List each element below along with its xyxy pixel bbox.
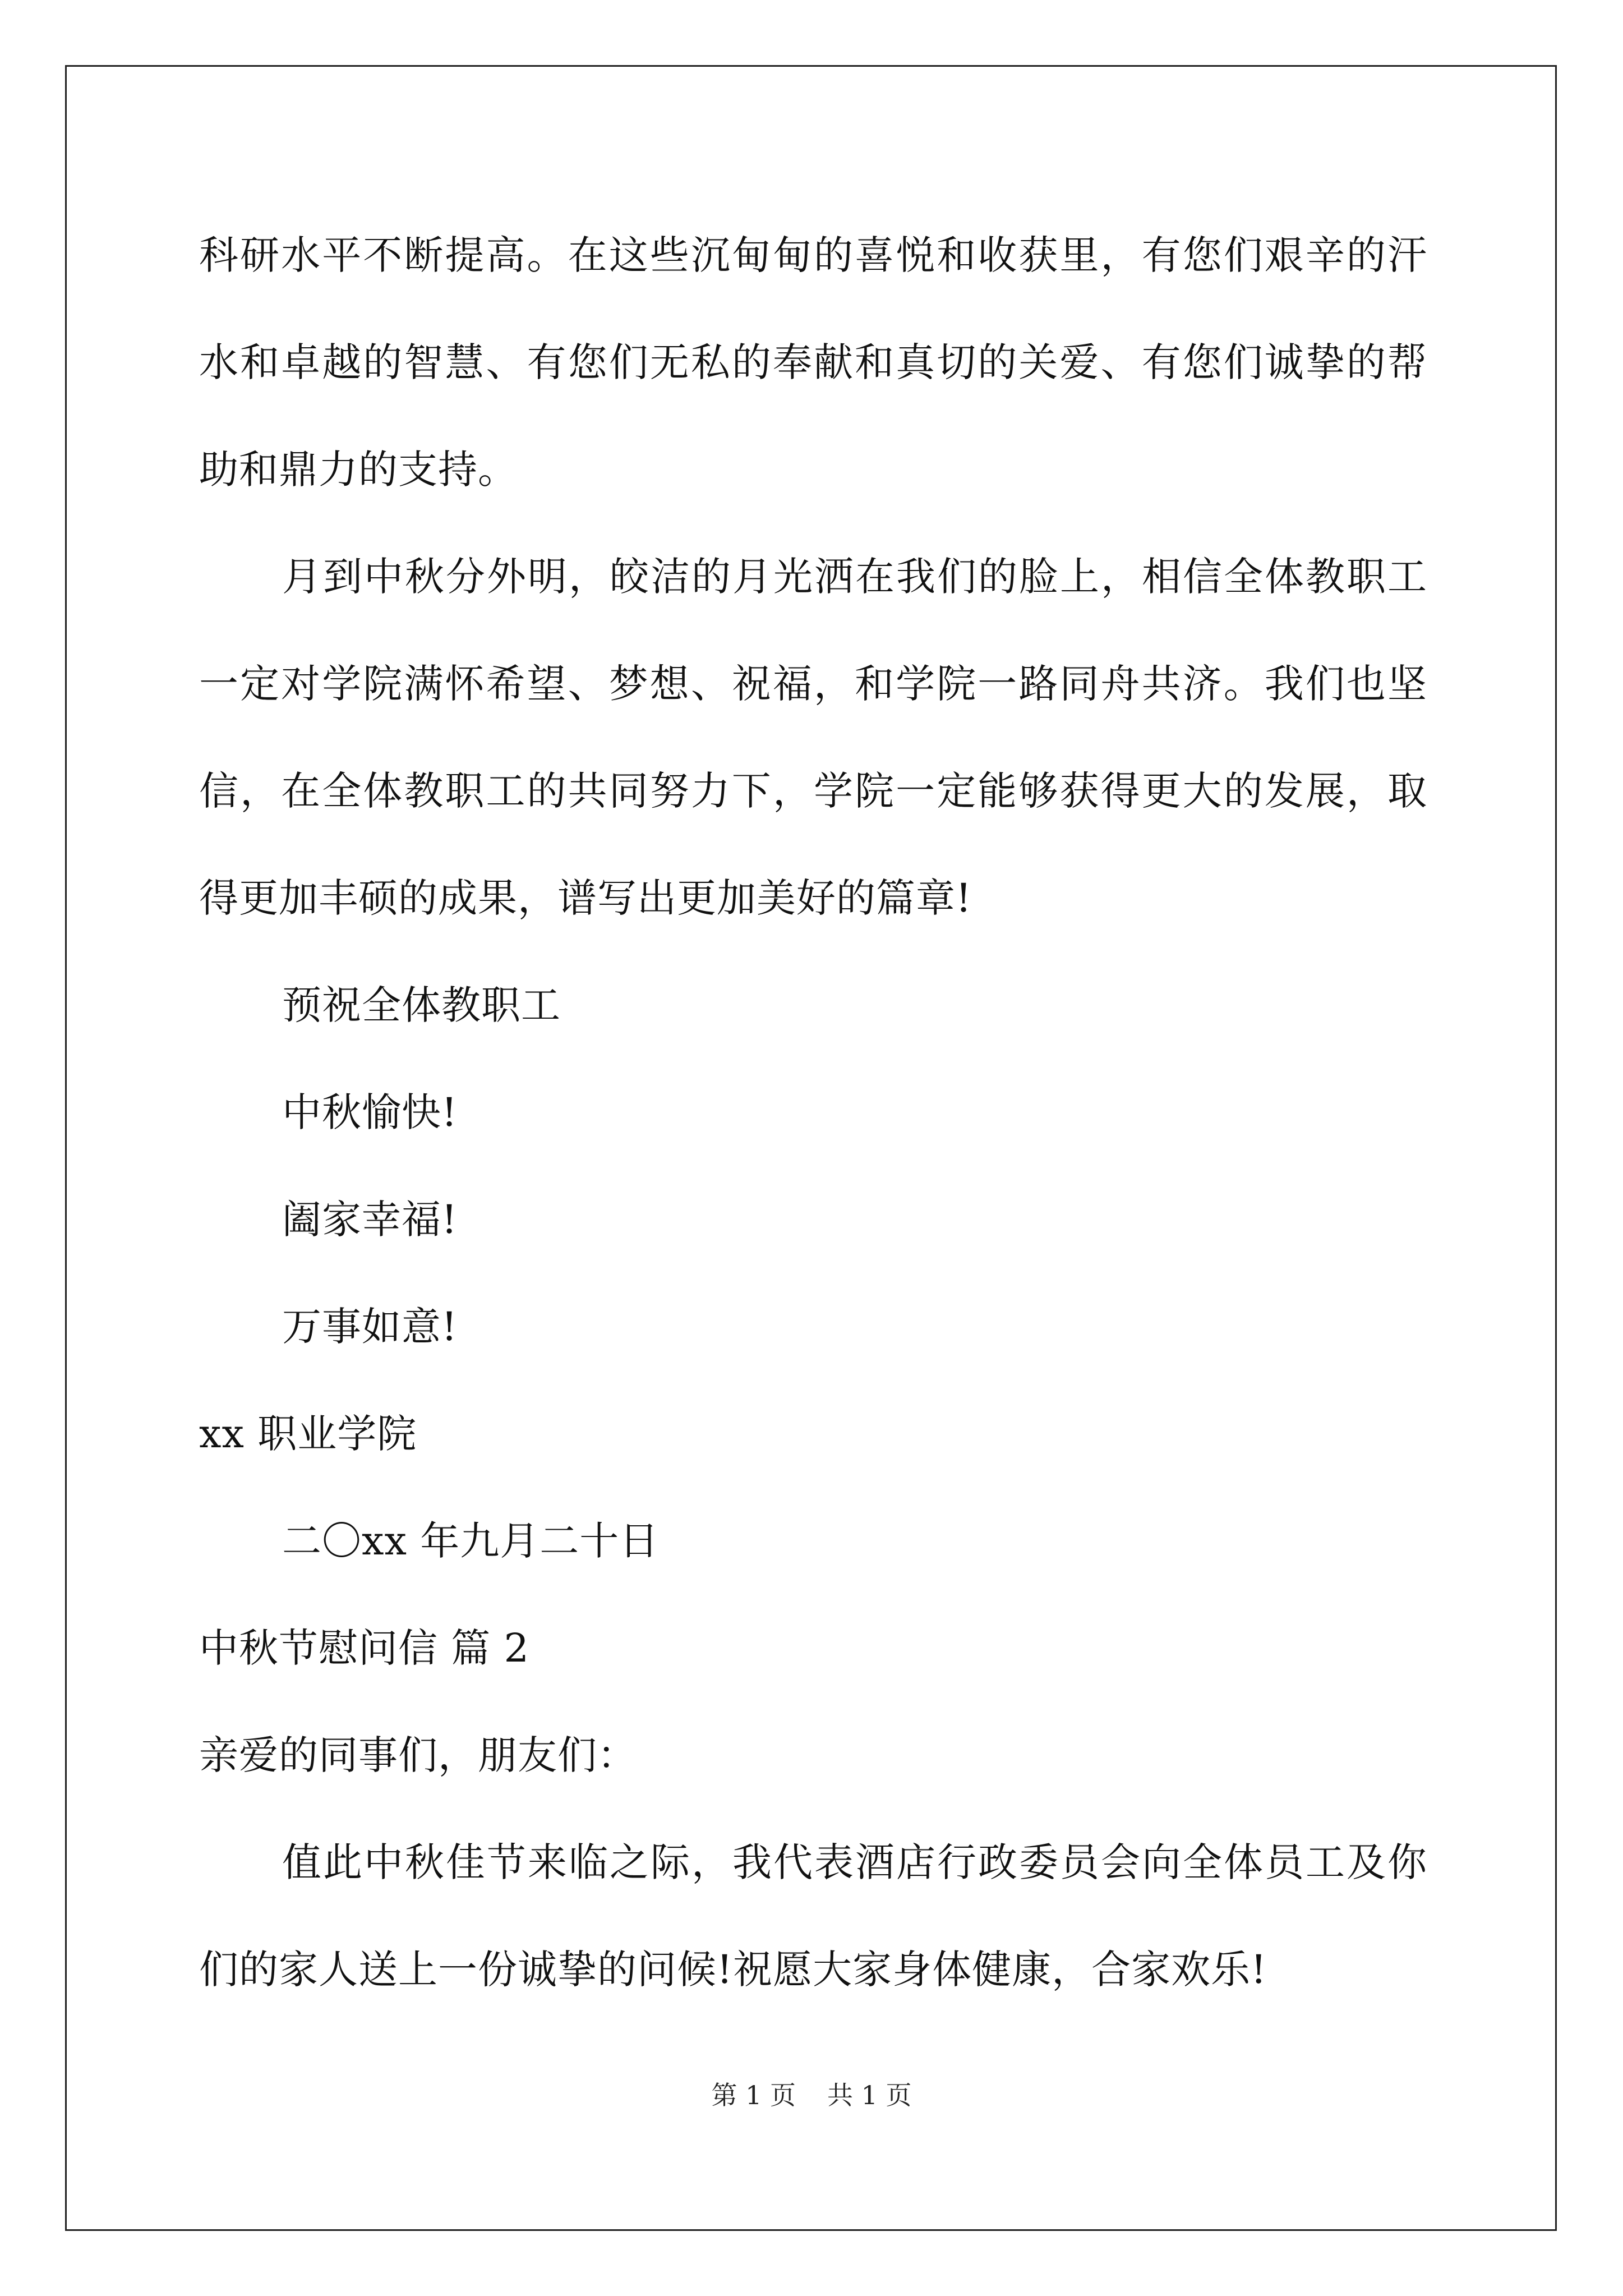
paragraph-line: 一定对学院满怀希望、梦想、祝福，和学院一路同舟共济。我们也坚 bbox=[199, 661, 1427, 707]
paragraph-line: 助和鼎力的支持。 bbox=[199, 447, 518, 493]
page-footer bbox=[0, 2078, 1623, 2112]
paragraph-line: 科研水平不断提高。在这些沉甸甸的喜悦和收获里，有您们艰辛的汗 bbox=[199, 232, 1427, 278]
paragraph-line: 信，在全体教职工的共同努力下，学院一定能够获得更大的发展，取 bbox=[199, 768, 1427, 814]
paragraph-line: 月到中秋分外明，皎洁的月光洒在我们的脸上，相信全体教职工 bbox=[282, 554, 1427, 600]
greeting-line: 万事如意! bbox=[282, 1304, 458, 1350]
salutation: 亲爱的同事们，朋友们： bbox=[199, 1732, 637, 1778]
document-body bbox=[199, 202, 1427, 2023]
paragraph-line: 水和卓越的智慧、有您们无私的奉献和真切的关爱、有您们诚挚的帮 bbox=[199, 339, 1427, 385]
signature-organization: xx 职业学院 bbox=[199, 1411, 417, 1457]
greeting-line: 中秋愉快! bbox=[282, 1089, 458, 1135]
page-total: 共 1 页 bbox=[827, 2080, 912, 2110]
section-heading: 中秋节慰问信 篇 2 bbox=[199, 1625, 530, 1671]
paragraph-line: 们的家人送上一份诚挚的问候!祝愿大家身体健康，合家欢乐! bbox=[199, 1947, 1267, 1993]
greeting-line: 预祝全体教职工 bbox=[282, 982, 561, 1028]
greeting-line: 阖家幸福! bbox=[282, 1197, 458, 1243]
paragraph-line: 值此中秋佳节来临之际，我代表酒店行政委员会向全体员工及你 bbox=[282, 1839, 1427, 1885]
page-number: 第 1 页 bbox=[711, 2080, 796, 2110]
signature-date: 二〇xx 年九月二十日 bbox=[282, 1518, 660, 1564]
paragraph-line: 得更加丰硕的成果，谱写出更加美好的篇章! bbox=[199, 875, 972, 921]
